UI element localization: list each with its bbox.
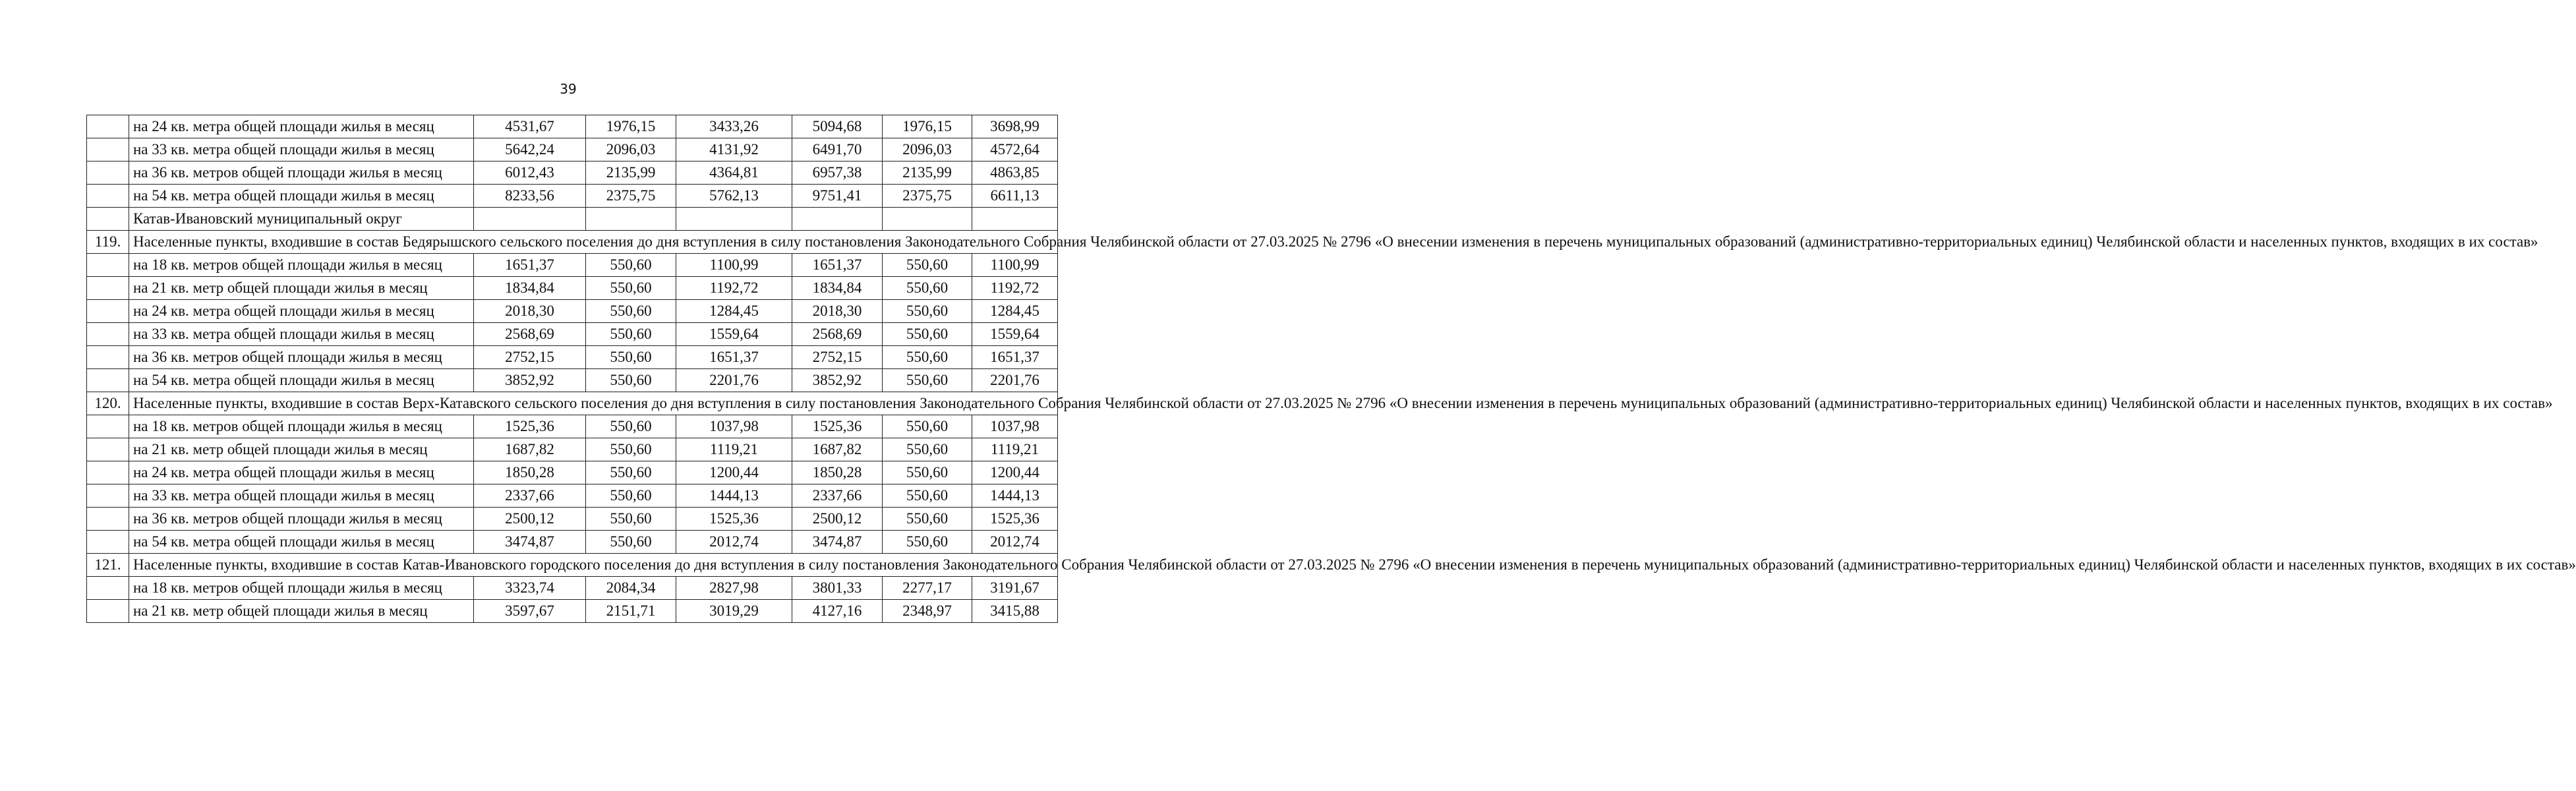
row-number-cell bbox=[87, 161, 129, 185]
row-number-cell bbox=[87, 323, 129, 346]
section-description: Населенные пункты, входившие в состав Катав-Ивановского городского поселения до дня вступления в силу постановления Законодательного Собрания Челябинской области от 27.03.2025 № 2796 «О внесении изменения в перечень муниципальных образований (административно-территориальных единиц) Челябинской области и населенных пунктов, входящих в их состав» bbox=[129, 554, 1058, 577]
empty-cell bbox=[586, 208, 676, 231]
value-cell: 550,60 bbox=[883, 484, 972, 508]
value-cell: 1525,36 bbox=[676, 508, 792, 531]
value-cell: 1100,99 bbox=[972, 254, 1058, 277]
section-description: Населенные пункты, входившие в состав Верх-Катавского сельского поселения до дня вступления в силу постановления Законодательного Собрания Челябинской области от 27.03.2025 № 2796 «О внесении изменения в перечень муниципальных образований (административно-территориальных единиц) Челябинской области и населенных пунктов, входящих в их состав» bbox=[129, 392, 1058, 415]
row-number-cell bbox=[87, 461, 129, 484]
table-row bbox=[87, 254, 1058, 277]
value-cell: 550,60 bbox=[586, 508, 676, 531]
value-cell: 2135,99 bbox=[586, 161, 676, 185]
table-row bbox=[87, 531, 1058, 554]
value-cell: 1850,28 bbox=[792, 461, 883, 484]
value-cell: 2277,17 bbox=[883, 577, 972, 600]
value-cell: 3597,67 bbox=[474, 600, 586, 623]
value-cell: 2012,74 bbox=[972, 531, 1058, 554]
value-cell: 3433,26 bbox=[676, 115, 792, 138]
row-number-cell bbox=[87, 138, 129, 161]
row-label: на 54 кв. метра общей площади жилья в месяц bbox=[129, 531, 474, 554]
value-cell: 550,60 bbox=[586, 531, 676, 554]
empty-cell bbox=[883, 208, 972, 231]
empty-cell bbox=[972, 208, 1058, 231]
row-label: на 21 кв. метр общей площади жилья в месяц bbox=[129, 277, 474, 300]
value-cell: 6491,70 bbox=[792, 138, 883, 161]
value-cell: 550,60 bbox=[883, 369, 972, 392]
value-cell: 1976,15 bbox=[586, 115, 676, 138]
value-cell: 1200,44 bbox=[972, 461, 1058, 484]
row-number-cell bbox=[87, 346, 129, 369]
value-cell: 2096,03 bbox=[883, 138, 972, 161]
value-cell: 550,60 bbox=[883, 461, 972, 484]
value-cell: 1119,21 bbox=[972, 438, 1058, 461]
value-cell: 5762,13 bbox=[676, 185, 792, 208]
row-number-cell bbox=[87, 208, 129, 231]
value-cell: 550,60 bbox=[883, 323, 972, 346]
row-number-cell bbox=[87, 600, 129, 623]
row-label: на 24 кв. метра общей площади жилья в месяц bbox=[129, 461, 474, 484]
row-label: на 21 кв. метр общей площади жилья в месяц bbox=[129, 438, 474, 461]
value-cell: 1192,72 bbox=[676, 277, 792, 300]
value-cell: 2568,69 bbox=[792, 323, 883, 346]
table-row bbox=[87, 600, 1058, 623]
table-row bbox=[87, 323, 1058, 346]
row-label: на 36 кв. метров общей площади жилья в месяц bbox=[129, 346, 474, 369]
section-heading-row bbox=[87, 554, 1058, 577]
value-cell: 550,60 bbox=[586, 346, 676, 369]
table-row bbox=[87, 438, 1058, 461]
row-label: на 33 кв. метра общей площади жилья в месяц bbox=[129, 138, 474, 161]
value-cell: 550,60 bbox=[883, 254, 972, 277]
value-cell: 1284,45 bbox=[676, 300, 792, 323]
value-cell: 1559,64 bbox=[972, 323, 1058, 346]
value-cell: 3698,99 bbox=[972, 115, 1058, 138]
value-cell: 2827,98 bbox=[676, 577, 792, 600]
value-cell: 4127,16 bbox=[792, 600, 883, 623]
value-cell: 2375,75 bbox=[883, 185, 972, 208]
value-cell: 6957,38 bbox=[792, 161, 883, 185]
value-cell: 4364,81 bbox=[676, 161, 792, 185]
row-label: на 33 кв. метра общей площади жилья в месяц bbox=[129, 484, 474, 508]
row-number-cell bbox=[87, 508, 129, 531]
table-row bbox=[87, 300, 1058, 323]
value-cell: 550,60 bbox=[586, 323, 676, 346]
value-cell: 1192,72 bbox=[972, 277, 1058, 300]
value-cell: 1200,44 bbox=[676, 461, 792, 484]
value-cell: 550,60 bbox=[586, 300, 676, 323]
table-row bbox=[87, 415, 1058, 438]
value-cell: 3852,92 bbox=[474, 369, 586, 392]
value-cell: 1687,82 bbox=[474, 438, 586, 461]
table-row bbox=[87, 484, 1058, 508]
value-cell: 1651,37 bbox=[676, 346, 792, 369]
value-cell: 2135,99 bbox=[883, 161, 972, 185]
value-cell: 550,60 bbox=[586, 461, 676, 484]
row-label: на 24 кв. метра общей площади жилья в месяц bbox=[129, 300, 474, 323]
section-number: 120. bbox=[87, 392, 129, 415]
value-cell: 8233,56 bbox=[474, 185, 586, 208]
row-number-cell bbox=[87, 254, 129, 277]
value-cell: 2018,30 bbox=[792, 300, 883, 323]
value-cell: 1444,13 bbox=[972, 484, 1058, 508]
value-cell: 1525,36 bbox=[474, 415, 586, 438]
value-cell: 4863,85 bbox=[972, 161, 1058, 185]
table-row bbox=[87, 138, 1058, 161]
row-number-cell bbox=[87, 277, 129, 300]
value-cell: 2084,34 bbox=[586, 577, 676, 600]
value-cell: 2018,30 bbox=[474, 300, 586, 323]
value-cell: 1037,98 bbox=[972, 415, 1058, 438]
value-cell: 3852,92 bbox=[792, 369, 883, 392]
value-cell: 1100,99 bbox=[676, 254, 792, 277]
value-cell: 1444,13 bbox=[676, 484, 792, 508]
value-cell: 550,60 bbox=[586, 369, 676, 392]
value-cell: 550,60 bbox=[883, 438, 972, 461]
row-number-cell bbox=[87, 415, 129, 438]
value-cell: 6611,13 bbox=[972, 185, 1058, 208]
row-number-cell bbox=[87, 577, 129, 600]
value-cell: 2337,66 bbox=[792, 484, 883, 508]
value-cell: 1976,15 bbox=[883, 115, 972, 138]
page-number: 39 bbox=[560, 81, 577, 97]
value-cell: 2201,76 bbox=[676, 369, 792, 392]
row-number-cell bbox=[87, 185, 129, 208]
okrug-heading-row bbox=[87, 208, 1058, 231]
row-number-cell bbox=[87, 484, 129, 508]
value-cell: 3323,74 bbox=[474, 577, 586, 600]
table-row bbox=[87, 346, 1058, 369]
section-number: 119. bbox=[87, 231, 129, 254]
value-cell: 1525,36 bbox=[792, 415, 883, 438]
empty-cell bbox=[474, 208, 586, 231]
row-label: на 54 кв. метра общей площади жилья в месяц bbox=[129, 185, 474, 208]
value-cell: 5094,68 bbox=[792, 115, 883, 138]
row-label: на 18 кв. метров общей площади жилья в месяц bbox=[129, 254, 474, 277]
value-cell: 3801,33 bbox=[792, 577, 883, 600]
value-cell: 1037,98 bbox=[676, 415, 792, 438]
value-cell: 1651,37 bbox=[792, 254, 883, 277]
value-cell: 1651,37 bbox=[474, 254, 586, 277]
table-row bbox=[87, 461, 1058, 484]
row-label: на 18 кв. метров общей площади жилья в месяц bbox=[129, 577, 474, 600]
value-cell: 550,60 bbox=[883, 300, 972, 323]
value-cell: 2348,97 bbox=[883, 600, 972, 623]
row-label: на 54 кв. метра общей площади жилья в месяц bbox=[129, 369, 474, 392]
table-row bbox=[87, 185, 1058, 208]
row-label: на 36 кв. метров общей площади жилья в месяц bbox=[129, 508, 474, 531]
value-cell: 550,60 bbox=[586, 277, 676, 300]
value-cell: 2201,76 bbox=[972, 369, 1058, 392]
value-cell: 2568,69 bbox=[474, 323, 586, 346]
table-row bbox=[87, 277, 1058, 300]
value-cell: 550,60 bbox=[883, 346, 972, 369]
value-cell: 2500,12 bbox=[474, 508, 586, 531]
value-cell: 9751,41 bbox=[792, 185, 883, 208]
value-cell: 1525,36 bbox=[972, 508, 1058, 531]
value-cell: 4131,92 bbox=[676, 138, 792, 161]
row-number-cell bbox=[87, 438, 129, 461]
table-body bbox=[87, 115, 2576, 623]
section-number: 121. bbox=[87, 554, 129, 577]
value-cell: 6012,43 bbox=[474, 161, 586, 185]
value-cell: 550,60 bbox=[883, 415, 972, 438]
value-cell: 550,60 bbox=[586, 484, 676, 508]
row-number-cell bbox=[87, 369, 129, 392]
value-cell: 2012,74 bbox=[676, 531, 792, 554]
value-cell: 1119,21 bbox=[676, 438, 792, 461]
value-cell: 3019,29 bbox=[676, 600, 792, 623]
row-label: на 18 кв. метров общей площади жилья в месяц bbox=[129, 415, 474, 438]
value-cell: 1687,82 bbox=[792, 438, 883, 461]
value-cell: 1559,64 bbox=[676, 323, 792, 346]
value-cell: 4531,67 bbox=[474, 115, 586, 138]
value-cell: 1834,84 bbox=[474, 277, 586, 300]
value-cell: 2500,12 bbox=[792, 508, 883, 531]
value-cell: 550,60 bbox=[586, 415, 676, 438]
value-cell: 550,60 bbox=[586, 438, 676, 461]
row-number-cell bbox=[87, 531, 129, 554]
value-cell: 1651,37 bbox=[972, 346, 1058, 369]
table-row bbox=[87, 161, 1058, 185]
value-cell: 3191,67 bbox=[972, 577, 1058, 600]
row-label: на 24 кв. метра общей площади жилья в месяц bbox=[129, 115, 474, 138]
value-cell: 550,60 bbox=[883, 277, 972, 300]
value-cell: 2337,66 bbox=[474, 484, 586, 508]
value-cell: 550,60 bbox=[883, 531, 972, 554]
section-heading-row bbox=[87, 231, 1058, 254]
row-label: на 36 кв. метров общей площади жилья в месяц bbox=[129, 161, 474, 185]
tariff-table bbox=[86, 115, 2576, 623]
value-cell: 550,60 bbox=[883, 508, 972, 531]
value-cell: 2752,15 bbox=[474, 346, 586, 369]
value-cell: 2375,75 bbox=[586, 185, 676, 208]
row-number-cell bbox=[87, 300, 129, 323]
row-number-cell bbox=[87, 115, 129, 138]
value-cell: 1284,45 bbox=[972, 300, 1058, 323]
value-cell: 1834,84 bbox=[792, 277, 883, 300]
section-heading-row bbox=[87, 392, 1058, 415]
table-row bbox=[87, 508, 1058, 531]
value-cell: 3474,87 bbox=[474, 531, 586, 554]
okrug-name: Катав-Ивановский муниципальный округ bbox=[129, 208, 474, 231]
table-row bbox=[87, 369, 1058, 392]
row-label: на 21 кв. метр общей площади жилья в месяц bbox=[129, 600, 474, 623]
value-cell: 5642,24 bbox=[474, 138, 586, 161]
value-cell: 4572,64 bbox=[972, 138, 1058, 161]
empty-cell bbox=[676, 208, 792, 231]
row-label: на 33 кв. метра общей площади жилья в месяц bbox=[129, 323, 474, 346]
value-cell: 2752,15 bbox=[792, 346, 883, 369]
value-cell: 2151,71 bbox=[586, 600, 676, 623]
table-row bbox=[87, 115, 1058, 138]
value-cell: 2096,03 bbox=[586, 138, 676, 161]
value-cell: 3415,88 bbox=[972, 600, 1058, 623]
value-cell: 550,60 bbox=[586, 254, 676, 277]
section-description: Населенные пункты, входившие в состав Бедярышского сельского поселения до дня вступления в силу постановления Законодательного Собрания Челябинской области от 27.03.2025 № 2796 «О внесении изменения в перечень муниципальных образований (административно-территориальных единиц) Челябинской области и населенных пунктов, входящих в их состав» bbox=[129, 231, 1058, 254]
empty-cell bbox=[792, 208, 883, 231]
value-cell: 1850,28 bbox=[474, 461, 586, 484]
table-row bbox=[87, 577, 1058, 600]
value-cell: 3474,87 bbox=[792, 531, 883, 554]
